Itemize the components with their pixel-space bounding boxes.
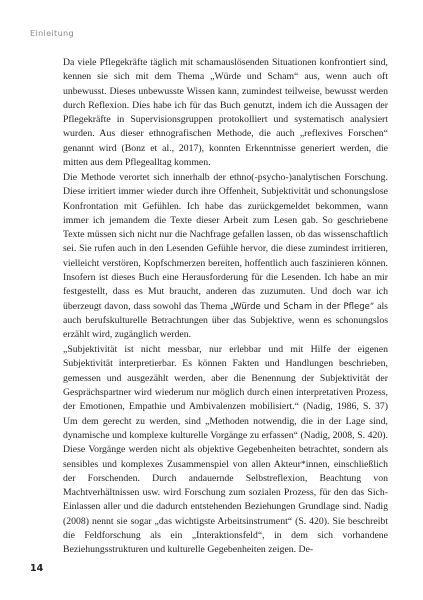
paragraph-2-tail: als auch berufskulturelle Betrachtungen über das Subjektive, wenn es schonungslos erzählt wird, zugänglich werden. <box>63 300 388 341</box>
paragraph-2 <box>63 171 388 343</box>
body-text <box>63 56 388 558</box>
running-head: Einleitung <box>30 28 75 38</box>
paragraph-1: Da viele Pflegekräfte täglich mit schamauslösenden Situationen konfrontiert sind, kennen sie sich mit dem Thema „Würde und Scham“ aus, wenn auch oft unbewusst. Dieses unbewusste Wissen kann, zumindest teilweise, bewusst werden durch Reflexion. Dies habe ich für das Buch genutzt, indem ich die Aussagen der Pflegekräfte in Supervisionsgruppen protokolliert und systematisch analysiert wurden. Aus dieser ethnografischen Methode, die auch „reflexives Forschen“ genannt wird (Bonz et al., 2017), konnten Erkenntnisse generiert werden, die mitten aus dem Pflegealltag kommen. <box>63 57 388 169</box>
inline-book-title: „Würde und Scham in der Pflege“ <box>229 301 375 312</box>
paragraph-2-text: Die Methode verortet sich innerhalb der ethno(-psycho-)analytischen Forschung. Diese irritiert immer wieder durch ihre Offenheit, Subjektivität und schonungslose Konfrontation mit Gefühlen. Ich habe das zurückgemeldet bekommen, wann immer ich jemandem die Texte dieser Arbeit zum Lesen gab. So geschriebene Texte müssen sich nicht nur die Nachfrage gefallen lassen, ob das wissenschaftlich sei. Sie rufen auch in den Lesenden Gefühle hervor, die diese zumindest irritieren, vielleicht verstören, Kopfschmerzen bereiten, hoffentlich auch faszinieren können. Insofern ist dieses Buch eine Herausforderung für die Lesenden. Ich habe an mir festgestellt, dass es Mut braucht, anderen das zuzumuten. Und doch war ich überzeugt davon, dass sowohl das Thema <box>63 171 388 312</box>
paragraph-3: „Subjektivität ist nicht messbar, nur erlebbar und mit Hilfe der eigenen Subjektivität interpretierbar. Es können Fakten und Handlungen beschrieben, gemessen und ausgezählt werden, aber die Benennung der Subjektivität der Gesprächspartner wird wiederum nur möglich durch einen interpretativen Prozess, der Emotionen, Empathie und Ambivalenzen mobilisiert.“ (Nadig, 1986, S. 37) Um dem gerecht zu werden, sind „Methoden notwendig, die in der Lage sind, dynamische und komplexe kulturelle Vorgänge zu erfassen“ (Nadig, 2008, S. 420). Diese Vorgänge werden nicht als objektive Gegebenheiten betrachtet, sondern als sensibles und komplexes Zusammenspiel von allen Akteur*innen, einschließlich der Forschenden. Durch andauernde Selbstreflexion, Beachtung von Machtverhältnissen usw. wird Forschung zum sozialen Prozess, für den das Sich-Einlassen aller und die dadurch entstehenden Beziehungen Grundlage sind. Nadig (2008) nennt sie sogar „das wichtigste Arbeitsinstrument“ (S. 420). Sie beschreibt die Feldforschung als ein „Interaktionsfeld“, in dem sich vorhandene Beziehungsstrukturen und kulturelle Gegebenheiten zeigen. De- <box>63 344 388 556</box>
page-number: 14 <box>30 563 44 574</box>
